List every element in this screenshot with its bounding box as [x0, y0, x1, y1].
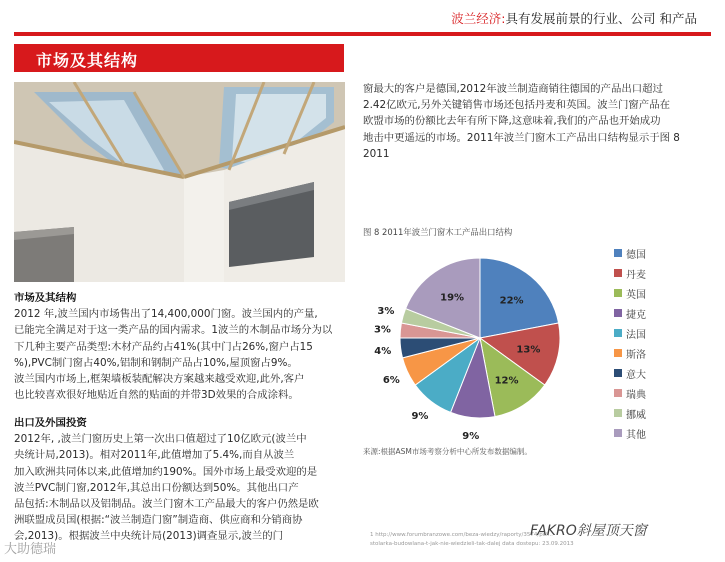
legend-label: 挪威: [626, 410, 646, 421]
pie-data-label: 9%: [462, 431, 480, 440]
section-title: 市场及其结构: [36, 51, 139, 70]
legend-swatch: [614, 249, 622, 257]
legend-label: 英国: [626, 290, 646, 301]
right-line: 地击中更遥远的市场。2011年波兰门窗木工产品出口结构显示于图 8: [363, 131, 680, 144]
right-line: 窗最大的客户是德国,2012年波兰制造商销往德国的产品出口超过: [363, 83, 663, 95]
export-line: 加入欧洲共同体以来,此值增加约190%。国外市场上最受欢迎的是: [14, 465, 318, 478]
header-rule: [14, 32, 711, 36]
legend-swatch: [614, 409, 622, 417]
export-line: 央统计局,2013)。相对2011年,此值增加了5.4%,而自从波兰: [14, 449, 295, 462]
chart-source: 来源:根据ASM市场考察分析中心所发布数据编制。: [363, 447, 532, 456]
legend-swatch: [614, 289, 622, 297]
legend-item: [614, 266, 684, 280]
market-line: 已能完全满足对于这一类产品的国内需求。1波兰的木制品市场分为以: [14, 324, 333, 337]
pie-data-label: 9%: [411, 410, 429, 422]
legend-swatch: [614, 389, 622, 397]
right-line: 2.42亿欧元,另外关键销售市场还包括丹麦和英国。波兰门窗产品在: [363, 99, 670, 112]
export-heading: 出口及外国投资: [14, 417, 87, 429]
legend-item: [614, 346, 684, 360]
export-line: 波兰PVC制门窗,2012年,其总出口份额达到50%。其他出口产: [14, 481, 299, 494]
legend-swatch: [614, 309, 622, 317]
export-line: 2012年, ,波兰门窗历史上第一次出口值超过了10亿欧元(波兰中: [14, 433, 307, 446]
pie-chart: [363, 240, 593, 440]
legend-item: [614, 406, 684, 420]
pie-data-label: 3%: [373, 324, 391, 336]
legend-item: [614, 286, 684, 300]
watermark-brand: FAKRO斜屋顶天窗: [530, 523, 647, 539]
footnote-line: 1 http://www.forumbranzowe.com/beza-wiedzy/raporty/3574/pol...: [370, 532, 553, 538]
legend-label: 捷克: [626, 310, 646, 321]
legend-item: [614, 246, 684, 260]
legend-label: 丹麦: [626, 270, 646, 281]
legend-label: 德国: [626, 250, 646, 261]
legend-label: 瑞典: [626, 390, 646, 401]
legend-label: 其他: [626, 430, 646, 441]
footnote-line: stolarka-budowlana-t-jak-nie-wiedzieli-tak-dalej data dostepu: 23.09.2013: [370, 541, 574, 547]
legend-item: [614, 326, 684, 340]
pie-data-label: 12%: [494, 375, 519, 387]
watermark-left: 大助德瑞: [4, 542, 57, 557]
legend-swatch: [614, 349, 622, 357]
export-line: 品包括:木制品以及铝制品。波兰门窗木工产品最大的客户仍然是欧: [14, 498, 319, 511]
legend-item: [614, 366, 684, 380]
export-section: [14, 415, 356, 545]
pie-data-label: 13%: [516, 344, 541, 356]
legend-item: [614, 386, 684, 400]
market-section: [14, 290, 356, 403]
market-line: 下几种主要产品类型:木材产品约占41%(其中门占26%,窗户占15: [14, 340, 313, 353]
section-title-band: [14, 44, 344, 72]
market-line: 波兰国内市场上,框架墙板装配解决方案越来越受欢迎,此外,客户: [14, 373, 305, 386]
market-heading: 市场及其结构: [14, 292, 77, 304]
pie-data-label: 6%: [382, 375, 400, 387]
legend-swatch: [614, 369, 622, 377]
legend-item: [614, 306, 684, 320]
export-line: 会,2013)。根据波兰中央统计局(2013)调查显示,波兰的门: [14, 530, 284, 543]
page-header-title: [451, 9, 697, 27]
legend-label: 意大: [626, 370, 646, 381]
photo-illustration: [14, 82, 345, 282]
legend-swatch: [614, 429, 622, 437]
legend-swatch: [614, 269, 622, 277]
legend-swatch: [614, 329, 622, 337]
market-line: %),PVC制门窗占40%,铝制和钢制产品占10%,屋顶窗占9%。: [14, 356, 298, 369]
market-line: 2012 年,波兰国内市场售出了14,400,000门窗。波兰国内的产量,: [14, 308, 318, 321]
right-column-text: [363, 81, 708, 162]
pie-data-label: 4%: [374, 345, 392, 357]
pie-data-label: 19%: [440, 292, 465, 304]
header-accent: 波兰经济:: [451, 11, 506, 26]
right-line: 2011: [363, 147, 390, 160]
chart-title: 图 8 2011年波兰门窗木工产品出口结构: [363, 227, 513, 237]
market-line: 也比较喜欢很好地贴近自然的贴面的并带3D效果的合成涂料。: [14, 389, 299, 402]
legend-label: 法国: [626, 330, 646, 341]
pie-data-label: 3%: [377, 306, 395, 318]
legend-item: [614, 426, 684, 440]
legend-label: 斯洛: [626, 350, 646, 361]
pie-data-label: 22%: [499, 295, 524, 307]
header-rest: 具有发展前景的行业、公司 和产品: [505, 11, 697, 26]
right-line: 欧盟市场的份额比去年有所下降,这意味着,我们的产品也开始成功: [363, 115, 661, 128]
export-line: 洲联盟成员国(根据:“波兰制造门窗”制造商、供应商和分销商协: [14, 514, 303, 527]
interior-skylight-photo: [14, 82, 345, 282]
